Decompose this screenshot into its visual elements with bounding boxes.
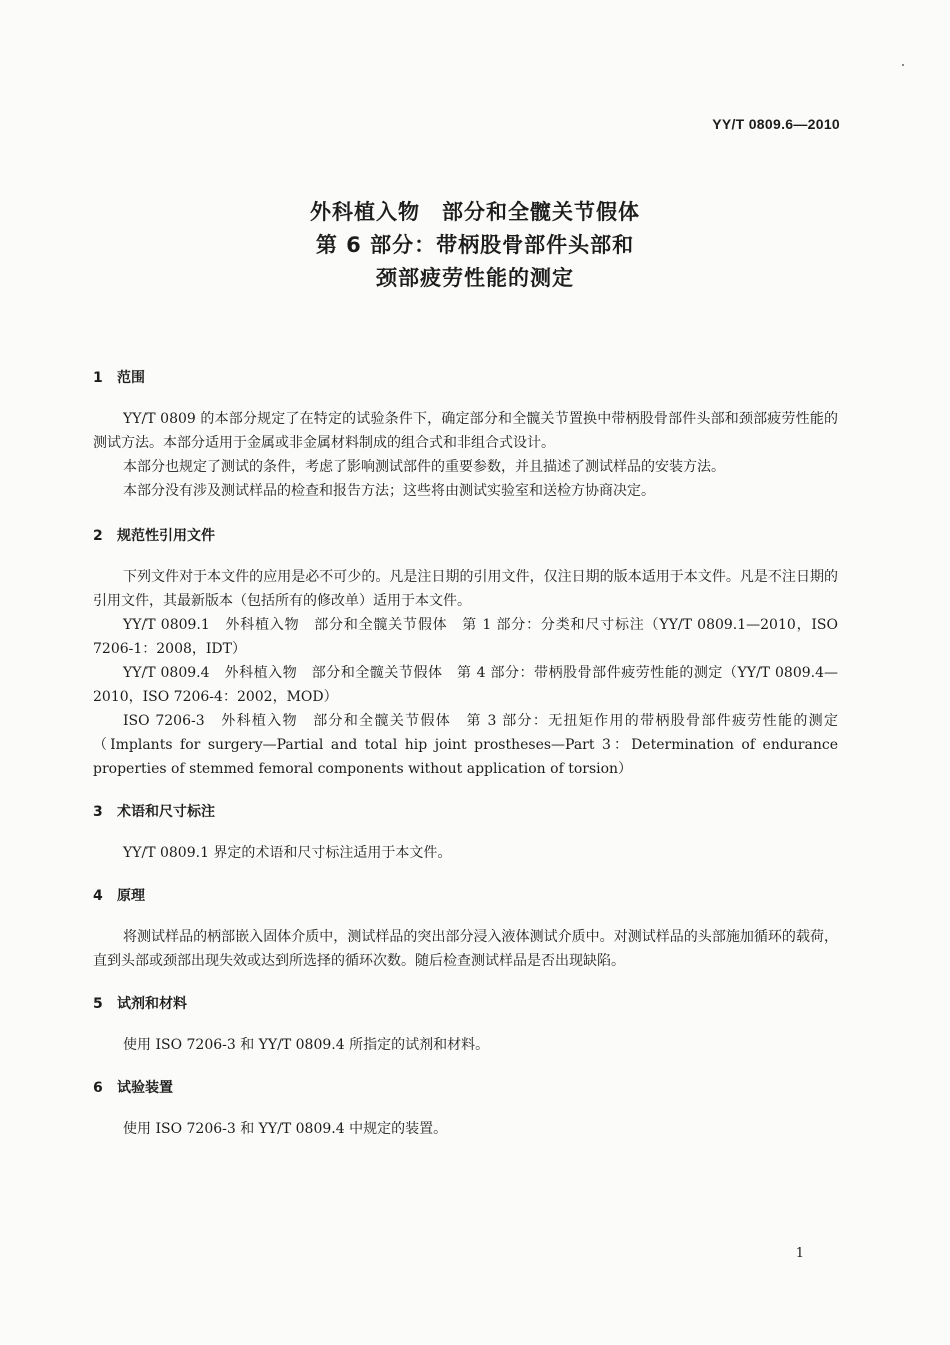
section-heading: [93, 1078, 838, 1098]
title-line-3: 颈部疲劳性能的测定: [376, 266, 574, 290]
title-line-2: 第 6 部分：带柄股骨部件头部和: [315, 233, 635, 257]
section-title: 范围: [117, 370, 145, 386]
section-heading: [93, 994, 838, 1014]
paragraph: YY/T 0809.1 界定的术语和尺寸标注适用于本文件。: [123, 845, 452, 861]
section-heading: [93, 802, 838, 822]
document-title: [0, 196, 950, 295]
paragraph: YY/T 0809 的本部分规定了在特定的试验条件下，确定部分和全髋关节置换中带柄股骨部件头部和颈部疲劳性能的测试方法。本部分适用于金属或非金属材料制成的组合式和非组合式设计。: [93, 411, 838, 451]
paragraph: 本部分也规定了测试的条件，考虑了影响测试部件的重要参数，并且描述了测试样品的安装方法。: [123, 459, 725, 475]
section-heading: [93, 526, 838, 546]
reference-entry: ISO 7206-3 外科植入物 部分和全髋关节假体 第 3 部分：无扭矩作用的带柄股骨部件疲劳性能的测定（Implants for surgery—Partial and total hip joint prostheses—Part 3：Determination of endurance properties of stemmed femoral components without application of torsion）: [93, 713, 838, 777]
reference-entry: YY/T 0809.4 外科植入物 部分和全髋关节假体 第 4 部分：带柄股骨部件疲劳性能的测定（YY/T 0809.4—2010，ISO 7206-4：2002，MOD）: [93, 665, 838, 705]
paragraph: 使用 ISO 7206-3 和 YY/T 0809.4 中规定的装置。: [123, 1121, 448, 1137]
paragraph: 使用 ISO 7206-3 和 YY/T 0809.4 所指定的试剂和材料。: [123, 1037, 490, 1053]
section-number: 5: [93, 996, 103, 1012]
section-scope: [93, 368, 838, 503]
page-number: 1: [795, 1246, 804, 1261]
section-title: 原理: [117, 888, 145, 904]
title-line-1: 外科植入物 部分和全髋关节假体: [310, 200, 640, 224]
section-normative-references: [93, 526, 838, 781]
reference-entry: YY/T 0809.1 外科植入物 部分和全髋关节假体 第 1 部分：分类和尺寸标注（YY/T 0809.1—2010，ISO 7206-1：2008，IDT）: [93, 617, 838, 657]
section-title: 术语和尺寸标注: [117, 804, 215, 820]
scan-speck: [902, 64, 904, 66]
section-reagents: [93, 994, 838, 1057]
document-body: [93, 368, 838, 1141]
paragraph: 本部分没有涉及测试样品的检查和报告方法；这些将由测试实验室和送检方协商决定。: [123, 483, 655, 499]
section-number: 4: [93, 888, 103, 904]
section-terms: [93, 802, 838, 865]
standard-code: YY/T 0809.6—2010: [712, 116, 840, 132]
section-heading: [93, 368, 838, 388]
paragraph: 下列文件对于本文件的应用是必不可少的。凡是注日期的引用文件，仅注日期的版本适用于本文件。凡是不注日期的引用文件，其最新版本（包括所有的修改单）适用于本文件。: [93, 569, 838, 609]
paragraph: 将测试样品的柄部嵌入固体介质中，测试样品的突出部分浸入液体测试介质中。对测试样品的头部施加循环的载荷，直到头部或颈部出现失效或达到所选择的循环次数。随后检查测试样品是否出现缺陷。: [93, 929, 838, 969]
section-number: 3: [93, 804, 103, 820]
section-heading: [93, 886, 838, 906]
section-title: 规范性引用文件: [117, 528, 215, 544]
section-number: 1: [93, 370, 103, 386]
section-number: 2: [93, 528, 103, 544]
section-apparatus: [93, 1078, 838, 1141]
section-principle: [93, 886, 838, 973]
section-title: 试剂和材料: [117, 996, 187, 1012]
section-number: 6: [93, 1080, 103, 1096]
section-title: 试验装置: [117, 1080, 173, 1096]
